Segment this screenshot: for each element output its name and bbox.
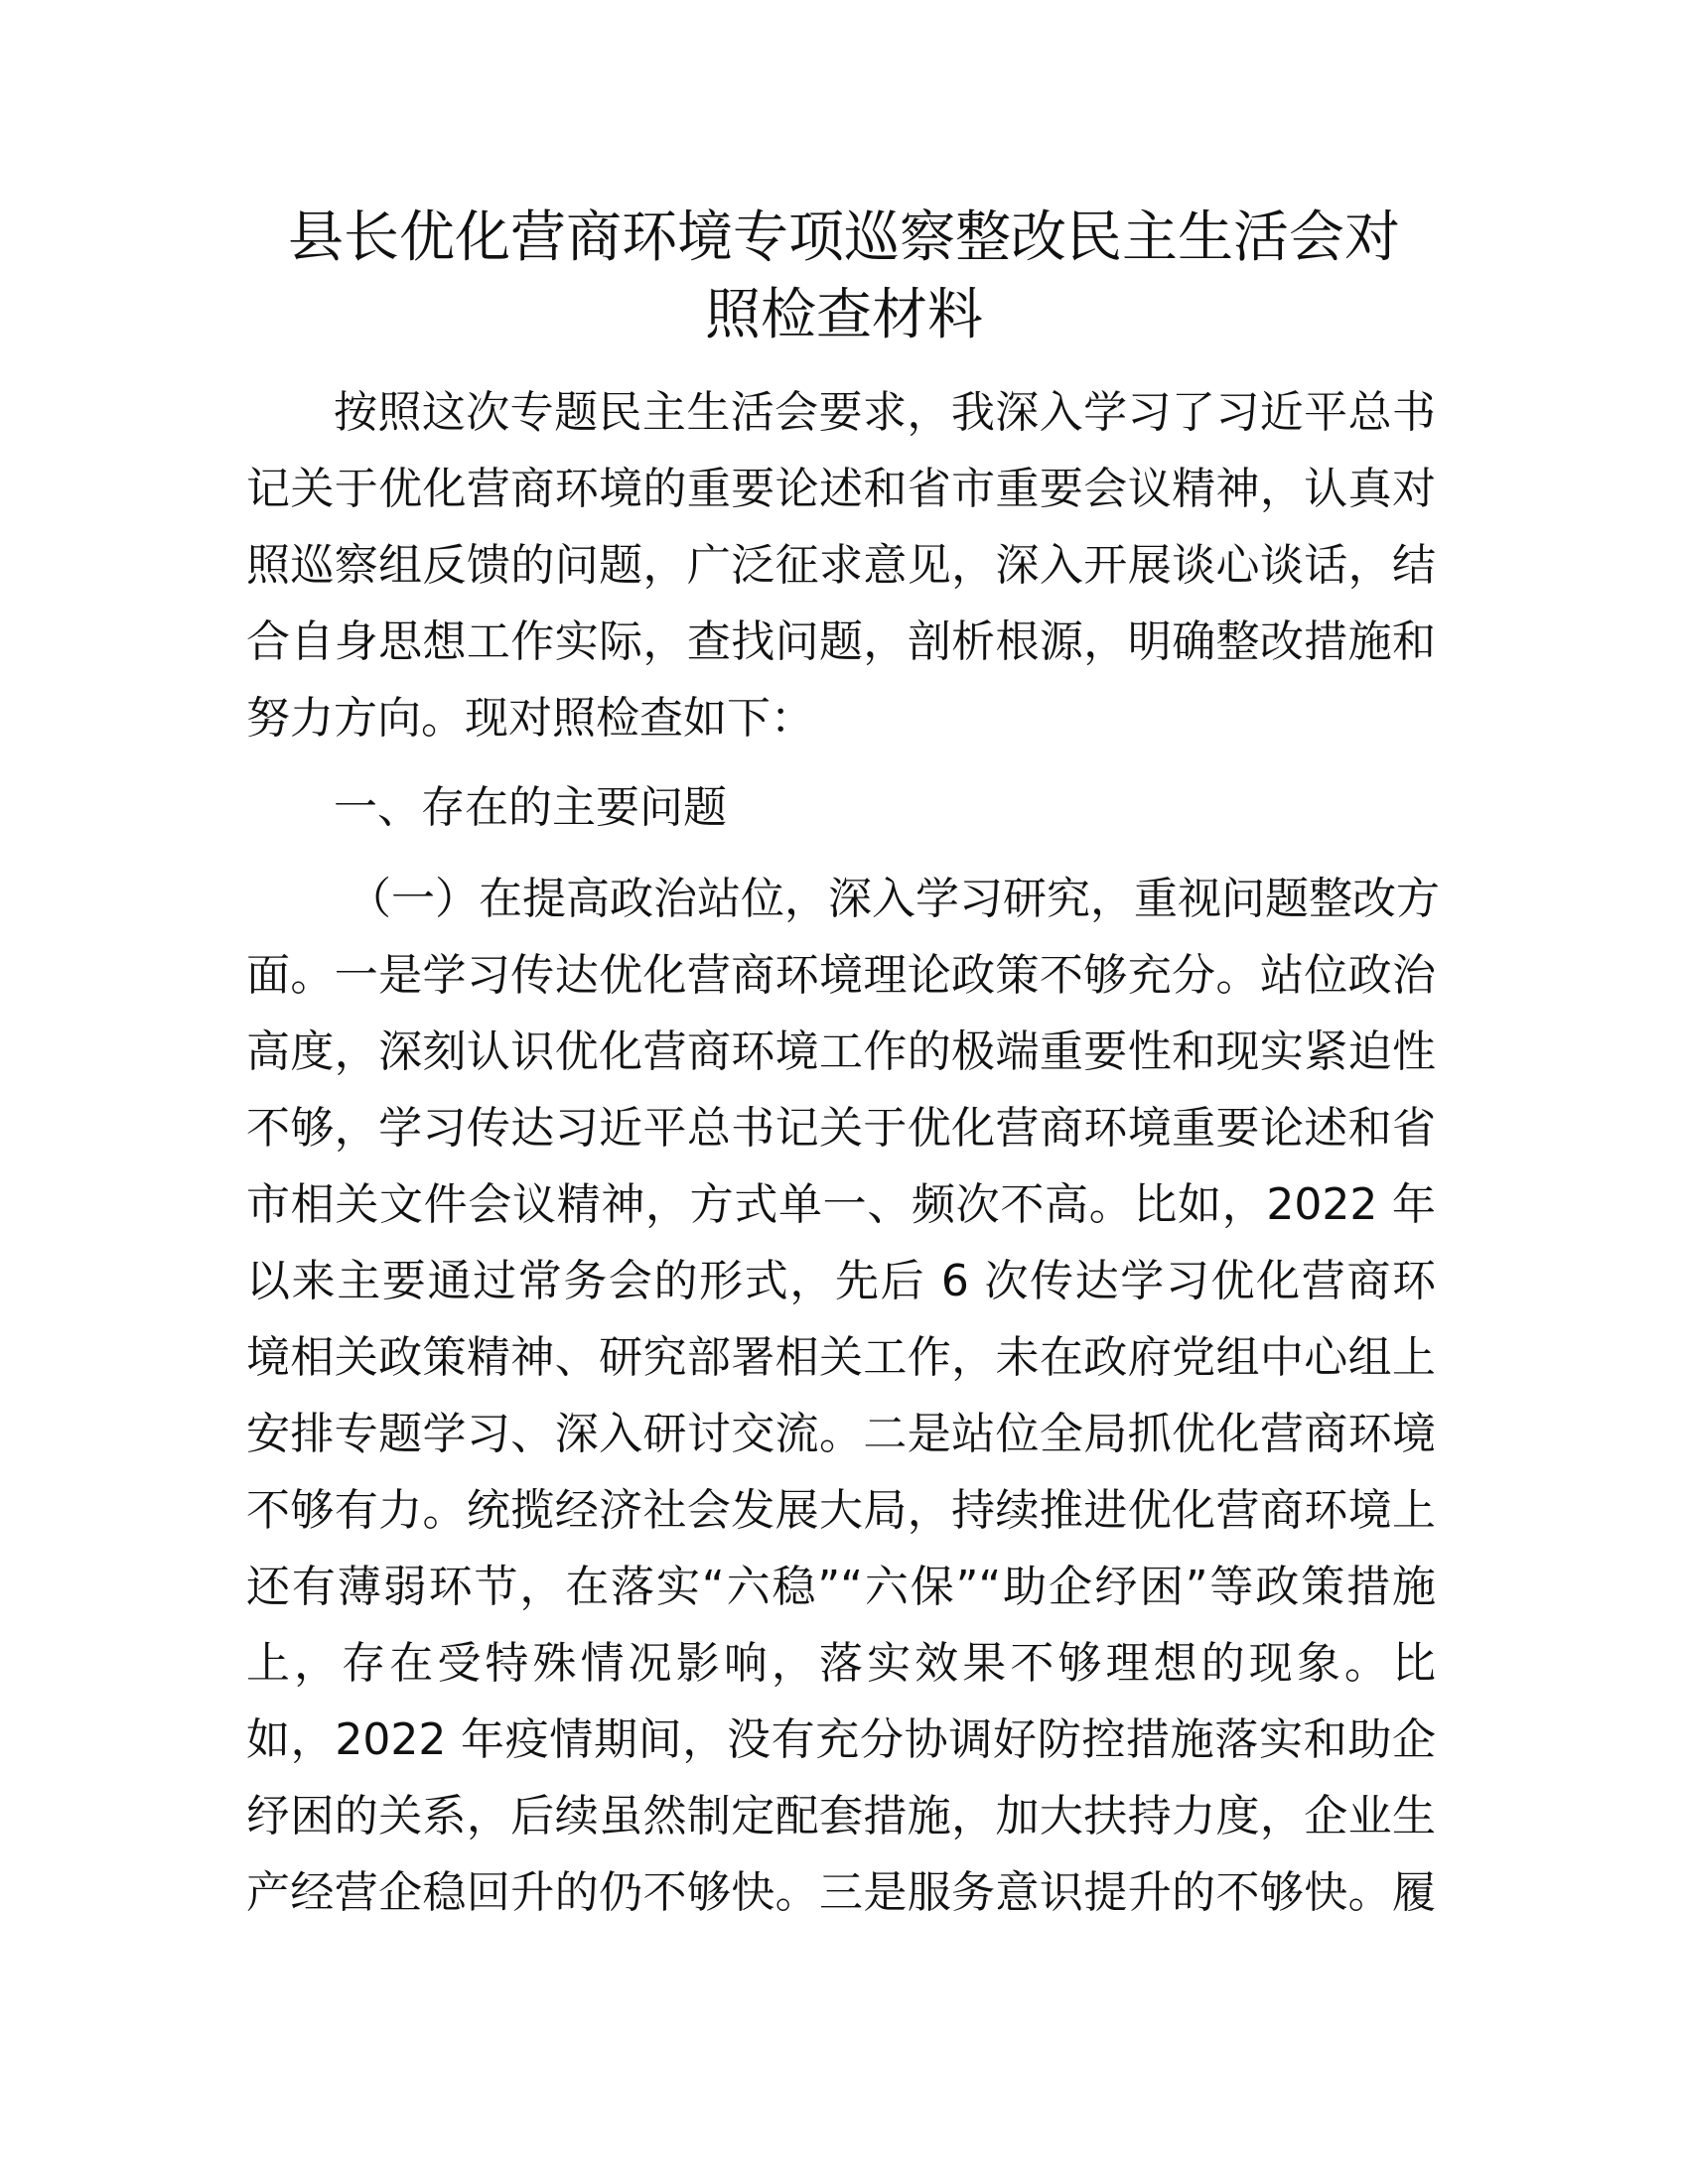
- body-line-9: 不够有力。统揽经济社会发展大局，持续推进优化营商环境上: [246, 1485, 1436, 1536]
- body-line-13: 纾困的关系，后续虽然制定配套措施，加大扶持力度，企业生: [246, 1791, 1436, 1842]
- body-line-6: 以来主要通过常务会的形式，先后 6 次传达学习优化营商环: [246, 1256, 1436, 1306]
- body-line-11: 上，存在受特殊情况影响，落实效果不够理想的现象。比: [246, 1638, 1436, 1689]
- intro-line-1: 按照这次专题民主生活会要求，我深入学习了习近平总书: [334, 387, 1436, 438]
- body-line-8: 安排专题学习、深入研讨交流。二是站位全局抓优化营商环境: [246, 1409, 1436, 1459]
- section-heading: 一、存在的主要问题: [334, 782, 727, 833]
- intro-line-2: 记关于优化营商环境的重要论述和省市重要会议精神，认真对: [246, 464, 1436, 514]
- document-title-line-2: 照检查材料: [705, 283, 983, 347]
- body-line-14: 产经营企稳回升的仍不够快。三是服务意识提升的不够快。履: [246, 1867, 1436, 1918]
- body-line-4: 不够，学习传达习近平总书记关于优化营商环境重要论述和省: [246, 1103, 1436, 1154]
- body-line-7: 境相关政策精神、研究部署相关工作，未在政府党组中心组上: [246, 1332, 1436, 1383]
- intro-line-4: 合自身思想工作实际，查找问题，剖析根源，明确整改措施和: [246, 616, 1436, 667]
- intro-line-3: 照巡察组反馈的问题，广泛征求意见，深入开展谈心谈话，结: [246, 540, 1436, 591]
- intro-line-5: 努力方向。现对照检查如下：: [246, 693, 814, 744]
- body-line-12: 如，2022 年疫情期间，没有充分协调好防控措施落实和助企: [246, 1714, 1436, 1765]
- body-line-2: 面。一是学习传达优化营商环境理论政策不够充分。站位政治: [246, 950, 1436, 1001]
- body-line-1: （一）在提高政治站位，深入学习研究，重视问题整改方: [348, 874, 1440, 924]
- body-line-10: 还有薄弱环节，在落实“六稳”“六保”“助企纾困”等政策措施: [246, 1562, 1436, 1612]
- document-title-line-1: 县长优化营商环境专项巡察整改民主生活会对: [288, 205, 1400, 270]
- body-line-3: 高度，深刻认识优化营商环境工作的极端重要性和现实紧迫性: [246, 1026, 1436, 1077]
- body-line-5: 市相关文件会议精神，方式单一、频次不高。比如，2022 年: [246, 1179, 1436, 1230]
